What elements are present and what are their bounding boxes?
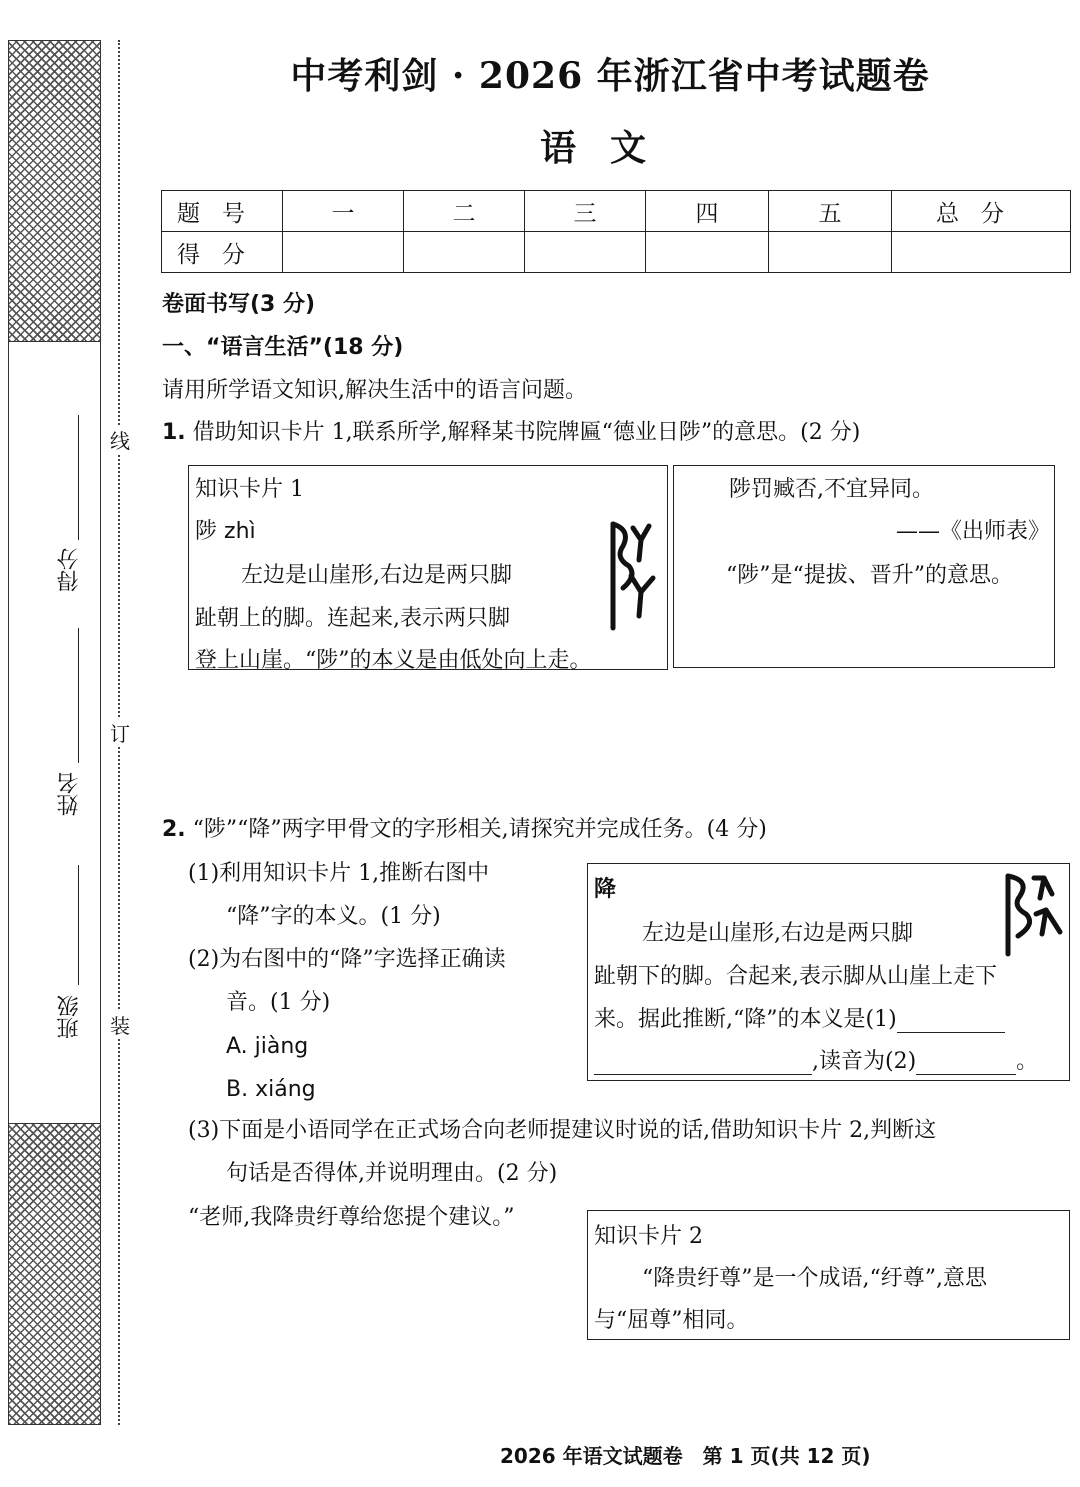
class-label: 班级 <box>57 995 82 1039</box>
oracle-bone-jiang-glyph <box>998 870 1068 960</box>
table-cell: 五 <box>769 191 892 232</box>
card-char: 陟 <box>195 519 218 544</box>
margin-hatch-top <box>8 40 101 342</box>
class-blank[interactable] <box>78 865 79 985</box>
card-text-line: 趾朝上的脚。连起来,表示两只脚 <box>195 606 510 631</box>
card-title: 知识卡片 1 <box>195 477 304 502</box>
name-blank[interactable] <box>78 628 79 763</box>
score-cell[interactable] <box>525 232 646 273</box>
question-1-number: 1. <box>162 420 186 445</box>
name-label: 姓名 <box>57 772 82 816</box>
page-footer: 2026 年语文试题卷 第 1 页(共 12 页) <box>500 1444 871 1468</box>
jiang-card-text: 。 <box>1016 1049 1039 1074</box>
score-table-score-row <box>162 232 1071 273</box>
jiang-card <box>587 863 1070 1081</box>
section-one-intro: 请用所学语文知识,解决生活中的语言问题。 <box>162 378 587 403</box>
table-cell: 得分 <box>162 232 283 273</box>
jiang-card-line-blank2 <box>594 1044 1038 1075</box>
jiang-card-line-blank1 <box>594 1002 1005 1033</box>
score-cell[interactable] <box>283 232 404 273</box>
question-1 <box>162 419 860 448</box>
table-cell: 三 <box>525 191 646 232</box>
subq-2-line-a: (2)为右图中的“降”字选择正确读 <box>188 947 506 972</box>
jiang-card-text: ,读音为(2) <box>812 1049 917 1074</box>
quote-source: ——《出师表》 <box>895 519 1050 544</box>
subq-1-line-a: (1)利用知识卡片 1,推断右图中 <box>188 861 490 886</box>
table-cell: 总分 <box>892 191 1071 232</box>
card-char-line <box>195 514 256 545</box>
card-text-line: 登上山崖。“陟”的本义是由低处向上走。 <box>195 648 592 673</box>
card-pinyin: zhì <box>224 519 256 544</box>
card-text-line: 左边是山崖形,右边是两只脚 <box>241 563 512 588</box>
quote-card <box>673 465 1055 668</box>
subq-3-line-b: 句话是否得体,并说明理由。(2 分) <box>226 1161 558 1186</box>
quote-line: 陟罚臧否,不宜异同。 <box>729 477 934 502</box>
table-cell: 二 <box>404 191 525 232</box>
score-cell[interactable] <box>646 232 769 273</box>
jiang-card-title: 降 <box>594 877 617 902</box>
option-a[interactable]: A. jiàng <box>226 1034 309 1059</box>
question-2-text: “陟”“降”两字甲骨文的字形相关,请探究并完成任务。(4 分) <box>192 817 767 842</box>
table-cell: 一 <box>283 191 404 232</box>
score-cell[interactable] <box>404 232 525 273</box>
jiang-card-line: 左边是山崖形,右边是两只脚 <box>642 921 913 946</box>
exam-title: 中考利剑 · 2026 年浙江省中考试题卷 <box>290 55 930 97</box>
card-text-line: 与“屈尊”相同。 <box>594 1308 749 1333</box>
subq-3-line-a: (3)下面是小语同学在正式场合向老师提建议时说的话,借助知识卡片 2,判断这 <box>188 1118 937 1143</box>
score-label: 得分 <box>57 548 82 592</box>
question-2 <box>162 816 767 845</box>
score-cell[interactable] <box>892 232 1071 273</box>
margin-hatch-bottom <box>8 1123 101 1425</box>
student-quote: “老师,我降贵纡尊给您提个建议。” <box>188 1205 515 1230</box>
binding-char-zhuang: 装 <box>108 1010 132 1039</box>
question-1-text: 借助知识卡片 1,联系所学,解释某书院牌匾“德业日陟”的意思。(2 分) <box>192 420 861 445</box>
oracle-bone-zhi-glyph <box>601 516 661 636</box>
jiang-card-line: 趾朝下的脚。合起来,表示脚从山崖上走下 <box>594 964 997 989</box>
score-table <box>161 190 1071 273</box>
exam-subject: 语文 <box>539 127 680 169</box>
subq-2-line-b: 音。(1 分) <box>226 990 331 1015</box>
card-text-line: “降贵纡尊”是一个成语,“纡尊”,意思 <box>642 1266 987 1291</box>
score-table-header-row <box>162 191 1071 232</box>
binding-char-ding: 订 <box>108 718 132 747</box>
binding-char-xian: 线 <box>108 425 132 454</box>
score-cell[interactable] <box>769 232 892 273</box>
knowledge-card-2 <box>587 1210 1070 1340</box>
question-2-number: 2. <box>162 817 186 842</box>
section-one-heading: 一、“语言生活”(18 分) <box>162 335 404 360</box>
answer-blank-1-cont[interactable] <box>594 1074 812 1075</box>
knowledge-card-1 <box>188 465 668 673</box>
jiang-card-text: 来。据此推断,“降”的本义是(1) <box>594 1007 897 1032</box>
table-cell: 四 <box>646 191 769 232</box>
score-blank[interactable] <box>78 415 79 540</box>
subq-1-line-b: “降”字的本义。(1 分) <box>226 904 441 929</box>
answer-blank-2[interactable] <box>916 1074 1016 1075</box>
handwriting-note: 卷面书写(3 分) <box>162 292 316 317</box>
quote-explain: “陟”是“提拔、晋升”的意思。 <box>726 563 1013 588</box>
card-title: 知识卡片 2 <box>594 1224 703 1249</box>
answer-blank-1[interactable] <box>897 1032 1005 1033</box>
option-b[interactable]: B. xiáng <box>226 1077 316 1102</box>
table-cell: 题号 <box>162 191 283 232</box>
